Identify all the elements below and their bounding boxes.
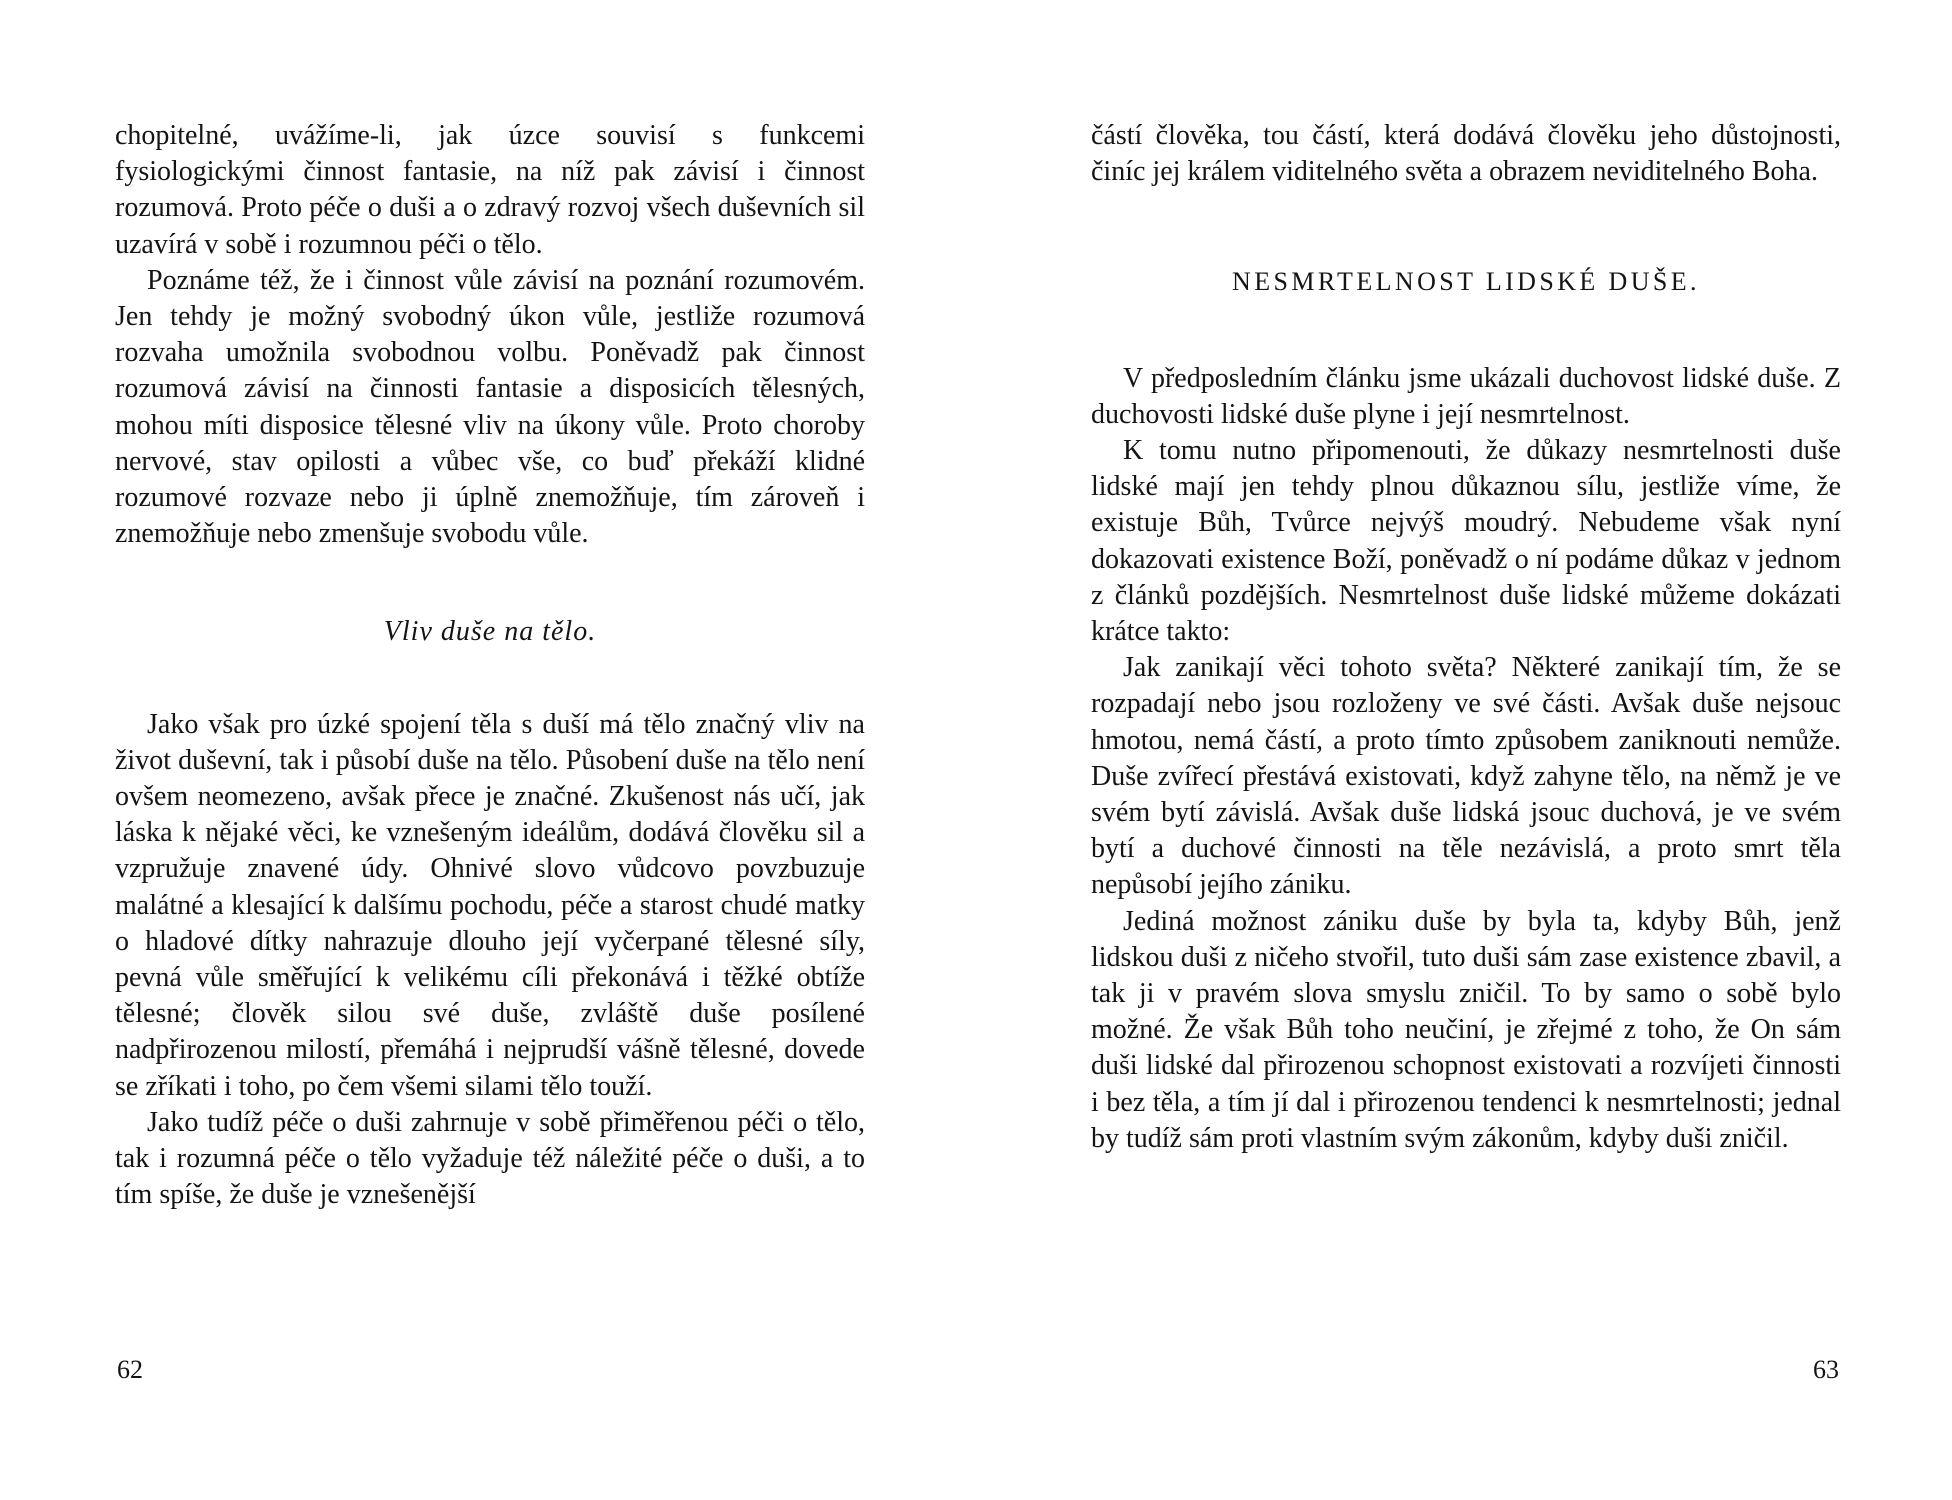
right-page: [976, 0, 1952, 1500]
page-number: 62: [117, 1355, 143, 1384]
paragraph: Jediná možnost zániku duše by byla ta, kdyby Bůh, jenž lidskou duši z ničeho stvořil, tuto duši sám zase existence zbavil, a tak ji v pravém slova smyslu zničil. To by samo o sobě bylo možné. Že však Bůh toho neučiní, je zřejmé z toho, že On sám duši lidské dal přirozenou schopnost existovati a rozvíjeti činnosti i bez těla, a tím jí dal i přirozenou tendenci k nesmrtelnosti; jednal by tudíž sám proti vlastním svým zákonům, kdyby duši zničil.: [1091, 905, 1841, 1154]
paragraph: K tomu nutno připomenouti, že důkazy nesmrtelnosti duše lidské mají jen tehdy plnou důkaznou sílu, jestliže víme, že existuje Bůh, Tvůrce nejvýš moudrý. Nebudeme však nyní dokazovati existence Boží, poněvadž o ní podáme důkaz v jednom z článků pozdějších. Nesmrtelnost duše lidské můžeme dokázati krátce takto:: [1091, 435, 1841, 648]
paragraph: chopitelné, uvážíme-li, jak úzce souvisí s funkcemi fysiologickými činnost fantasie, na níž pak závisí i činnost rozumová. Proto péče o duši a o zdravý rozvoj všech duševních sil uzavírá v sobě i rozumnou péči o tělo.: [115, 120, 865, 260]
page-number: 63: [1813, 1355, 1839, 1384]
paragraph: částí člověka, tou částí, která dodává člověku jeho důstojnosti, činíc jej králem viditelného světa a obrazem neviditelného Boha.: [1091, 120, 1841, 188]
chapter-heading: NESMRTELNOST LIDSKÉ DUŠE.: [1232, 267, 1700, 297]
paragraph: V předposledním článku jsme ukázali duchovost lidské duše. Z duchovosti lidské duše plyne i její nesmrtelnost.: [1091, 362, 1841, 430]
paragraph: Jako však pro úzké spojení těla s duší má tělo značný vliv na život duševní, tak i působí duše na tělo. Působení duše na tělo není ovšem neomezeno, avšak přece je značné. Zkušenost nás učí, jak láska k nějaké věci, ke vznešeným ideálům, dodává člověku sil a vzpružuje znavené údy. Ohnivé slovo vůdcovo povzbuzuje malátné a klesající k dalšímu pochodu, péče a starost chudé matky o hladové dítky nahrazuje dlouho její vyčerpané tělesné síly, pevná vůle směřující k velikému cíli překonává i těžké obtíže tělesné; člověk silou své duše, zvláště duše posílené nadpřirozenou milostí, přemáhá i nejprudší vášně tělesné, dovede se zříkati i toho, po čem všemi silami tělo touží.: [115, 708, 865, 1102]
left-page-text: [115, 118, 865, 1213]
paragraph: Jak zanikají věci tohoto světa? Některé zanikají tím, že se rozpadají nebo jsou rozloženy ve své části. Avšak duše nejsouc hmotou, nemá částí, a proto tímto způsobem zaniknouti nemůže. Duše zvířecí přestává existovati, když zahyne tělo, na němž je ve svém bytí závislá. Avšak duše lidská jsouc duchová, je ve svém bytí a duchové činnosti na těle nezávislá, a proto smrt těla nepůsobí jejího zániku.: [1091, 652, 1841, 901]
paragraph: Poznáme též, že i činnost vůle závisí na poznání rozumovém. Jen tehdy je možný svobodný úkon vůle, jestliže rozumová rozvaha umožnila svobodnou volbu. Poněvadž pak činnost rozumová závisí na činnosti fantasie a disposicích tělesných, mohou míti disposice tělesné vliv na úkony vůle. Proto choroby nervové, stav opilosti a vůbec vše, co buď překáží klidné rozumové rozvaze nebo ji úplně znemožňuje, tím zároveň i znemožňuje nebo zmenšuje svobodu vůle.: [115, 264, 865, 550]
paragraph: Jako tudíž péče o duši zahrnuje v sobě přiměřenou péči o tělo, tak i rozumná péče o tělo vyžaduje též náležité péče o duši, a to tím spíše, že duše je vznešenější: [115, 1106, 865, 1211]
section-heading: Vliv duše na tělo.: [383, 616, 597, 648]
right-page-text: [1091, 118, 1841, 1157]
